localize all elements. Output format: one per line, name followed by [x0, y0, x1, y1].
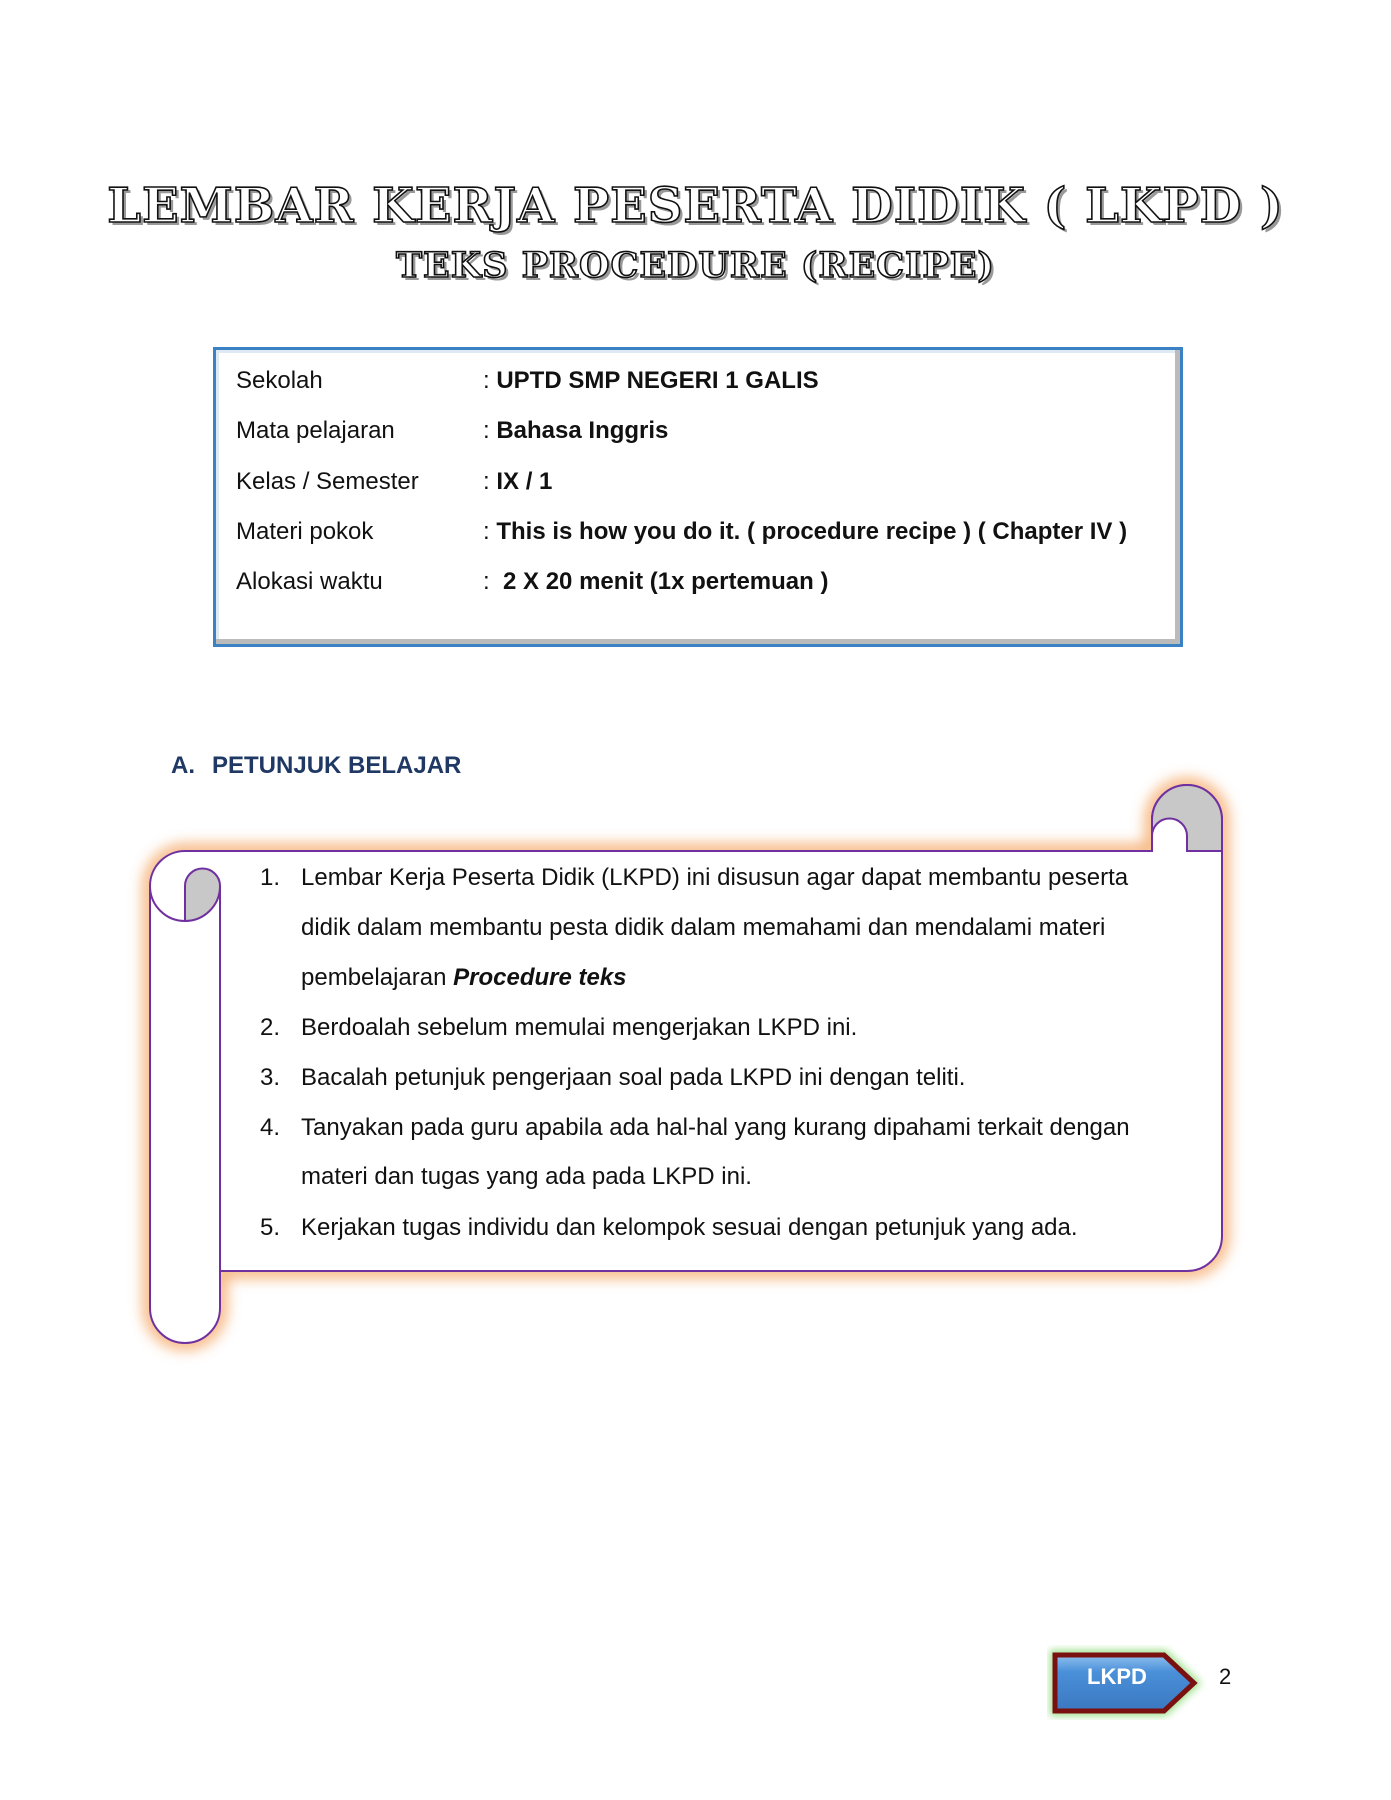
- page-subtitle: TEKS PROCEDURE (RECIPE): [396, 245, 995, 286]
- info-value: : 2 X 20 menit (1x pertemuan ): [483, 568, 829, 595]
- info-label: Sekolah: [236, 367, 323, 394]
- list-item-continuation: didik dalam membantu pesta didik dalam memahami dan mendalami materi: [301, 914, 1106, 941]
- page-title: LEMBAR KERJA PESERTA DIDIK ( LKPD ): [107, 178, 1284, 234]
- badge-label: LKPD: [1087, 1664, 1147, 1689]
- info-value: : This is how you do it. ( procedure recipe ) ( Chapter IV ): [483, 518, 1128, 545]
- info-label: Alokasi waktu: [236, 568, 383, 595]
- list-item-continuation: materi dan tugas yang ada pada LKPD ini.: [301, 1163, 752, 1190]
- page-number: 2: [1219, 1664, 1232, 1689]
- section-heading: A. PETUNJUK BELAJAR: [171, 752, 462, 779]
- info-value: : Bahasa Inggris: [483, 417, 669, 444]
- info-label: Kelas / Semester: [236, 468, 419, 495]
- list-item-continuation: pembelajaran Procedure teks: [301, 964, 627, 991]
- info-label: Materi pokok: [236, 518, 374, 545]
- info-value: : UPTD SMP NEGERI 1 GALIS: [483, 367, 819, 394]
- info-value: : IX / 1: [483, 468, 553, 495]
- info-label: Mata pelajaran: [236, 417, 395, 444]
